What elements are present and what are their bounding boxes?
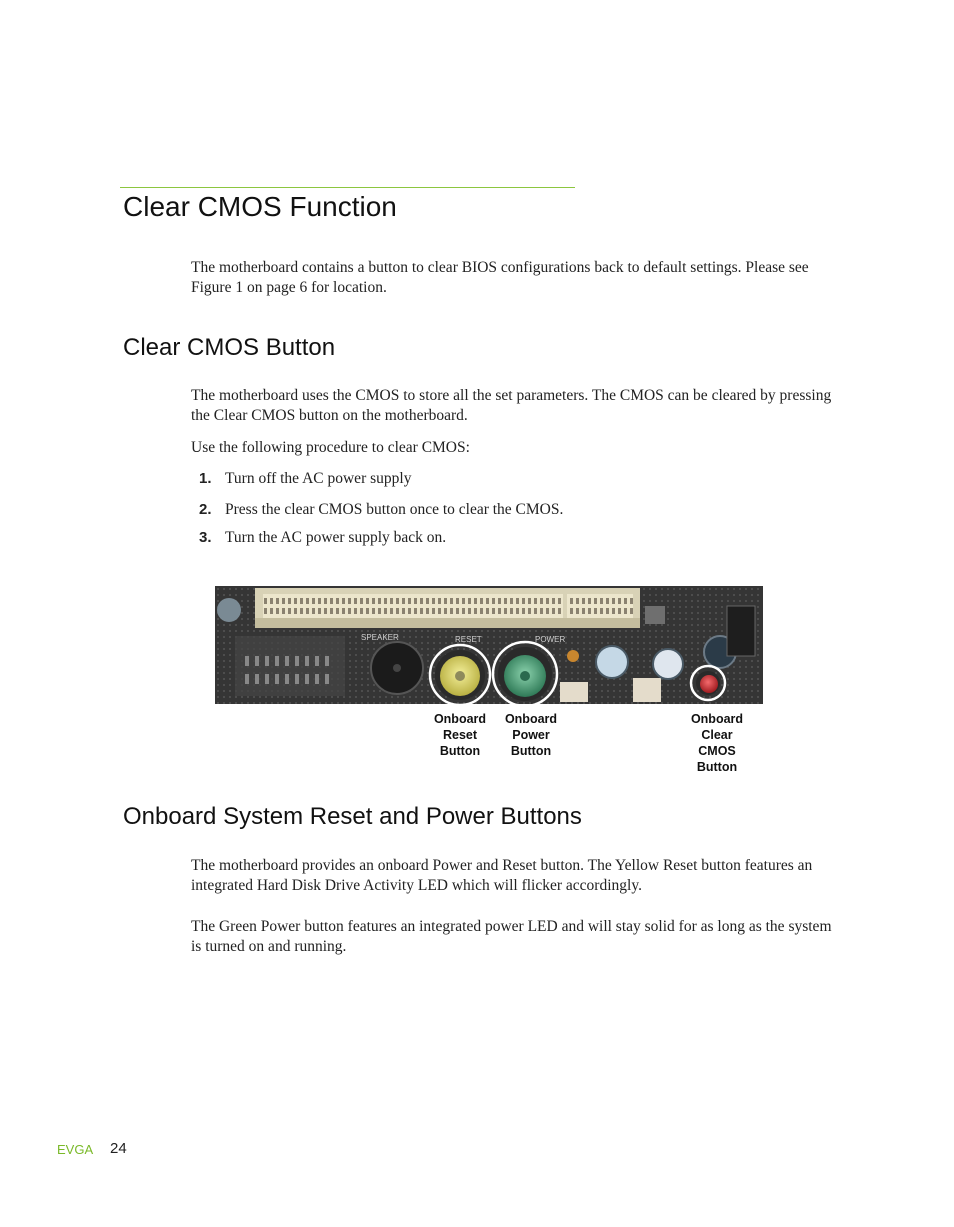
capacitor xyxy=(596,646,628,678)
intro-paragraph: The motherboard contains a button to clear BIOS configurations back to default settings. Please see Figure 1 on page 6 for location. xyxy=(191,259,809,296)
capacitor xyxy=(653,649,683,679)
step-text: Turn the AC power supply back on. xyxy=(225,529,447,546)
header-connector xyxy=(560,682,588,702)
step-number: 3. xyxy=(199,529,212,546)
step-text: Turn off the AC power supply xyxy=(225,470,412,487)
silkscreen-speaker: SPEAKER xyxy=(361,633,399,642)
step-number: 2. xyxy=(199,501,212,518)
caption-line: Onboard xyxy=(690,712,744,726)
caption-line: Onboard xyxy=(504,712,558,726)
page-number: 24 xyxy=(110,1140,127,1157)
procedure-intro: Use the following procedure to clear CMOS: xyxy=(191,439,470,456)
footer-brand: EVGA xyxy=(57,1142,94,1157)
caption-line: Reset xyxy=(442,728,478,742)
onboard-buttons-paragraph: The motherboard provides an onboard Power and Reset button. The Yellow Reset button features an integrated Hard Disk Drive Activity LED which will flicker accordingly. xyxy=(191,857,813,894)
pci-slot-pins xyxy=(263,594,563,618)
caption-line: Power xyxy=(512,728,550,742)
header-connector xyxy=(633,678,661,702)
reset-button-caption xyxy=(420,711,500,759)
caption-line: Clear xyxy=(701,728,733,742)
clear-cmos-button xyxy=(700,675,718,693)
silkscreen-reset: RESET xyxy=(455,635,482,644)
caption-line: Button xyxy=(439,744,481,758)
clear-cmos-caption xyxy=(677,711,757,775)
section-rule xyxy=(120,187,575,188)
caption-line: Onboard xyxy=(433,712,487,726)
caption-line: CMOS xyxy=(698,744,736,758)
caption-line: Button xyxy=(510,744,552,758)
step-text: Press the clear CMOS button once to clear the CMOS. xyxy=(225,501,564,518)
caption-line: Button xyxy=(696,760,738,774)
step-number: 1. xyxy=(199,470,212,487)
power-button-caption xyxy=(491,711,571,759)
pci-slot-pins xyxy=(567,594,633,618)
silkscreen-power: POWER xyxy=(535,635,566,644)
clear-cmos-heading: Clear CMOS Button xyxy=(123,334,336,361)
power-led-paragraph: The Green Power button features an integrated power LED and will stay solid for as long as the system is turned on and running. xyxy=(191,918,832,955)
motherboard-illustration xyxy=(215,586,763,704)
page-title: Clear CMOS Function xyxy=(123,191,397,222)
clear-cmos-paragraph: The motherboard uses the CMOS to store all the set parameters. The CMOS can be cleared by pressing the Clear CMOS button on the motherboard. xyxy=(191,387,832,424)
onboard-buttons-heading: Onboard System Reset and Power Buttons xyxy=(123,803,582,830)
capacitor xyxy=(217,598,241,622)
motherboard-photo xyxy=(215,586,763,704)
